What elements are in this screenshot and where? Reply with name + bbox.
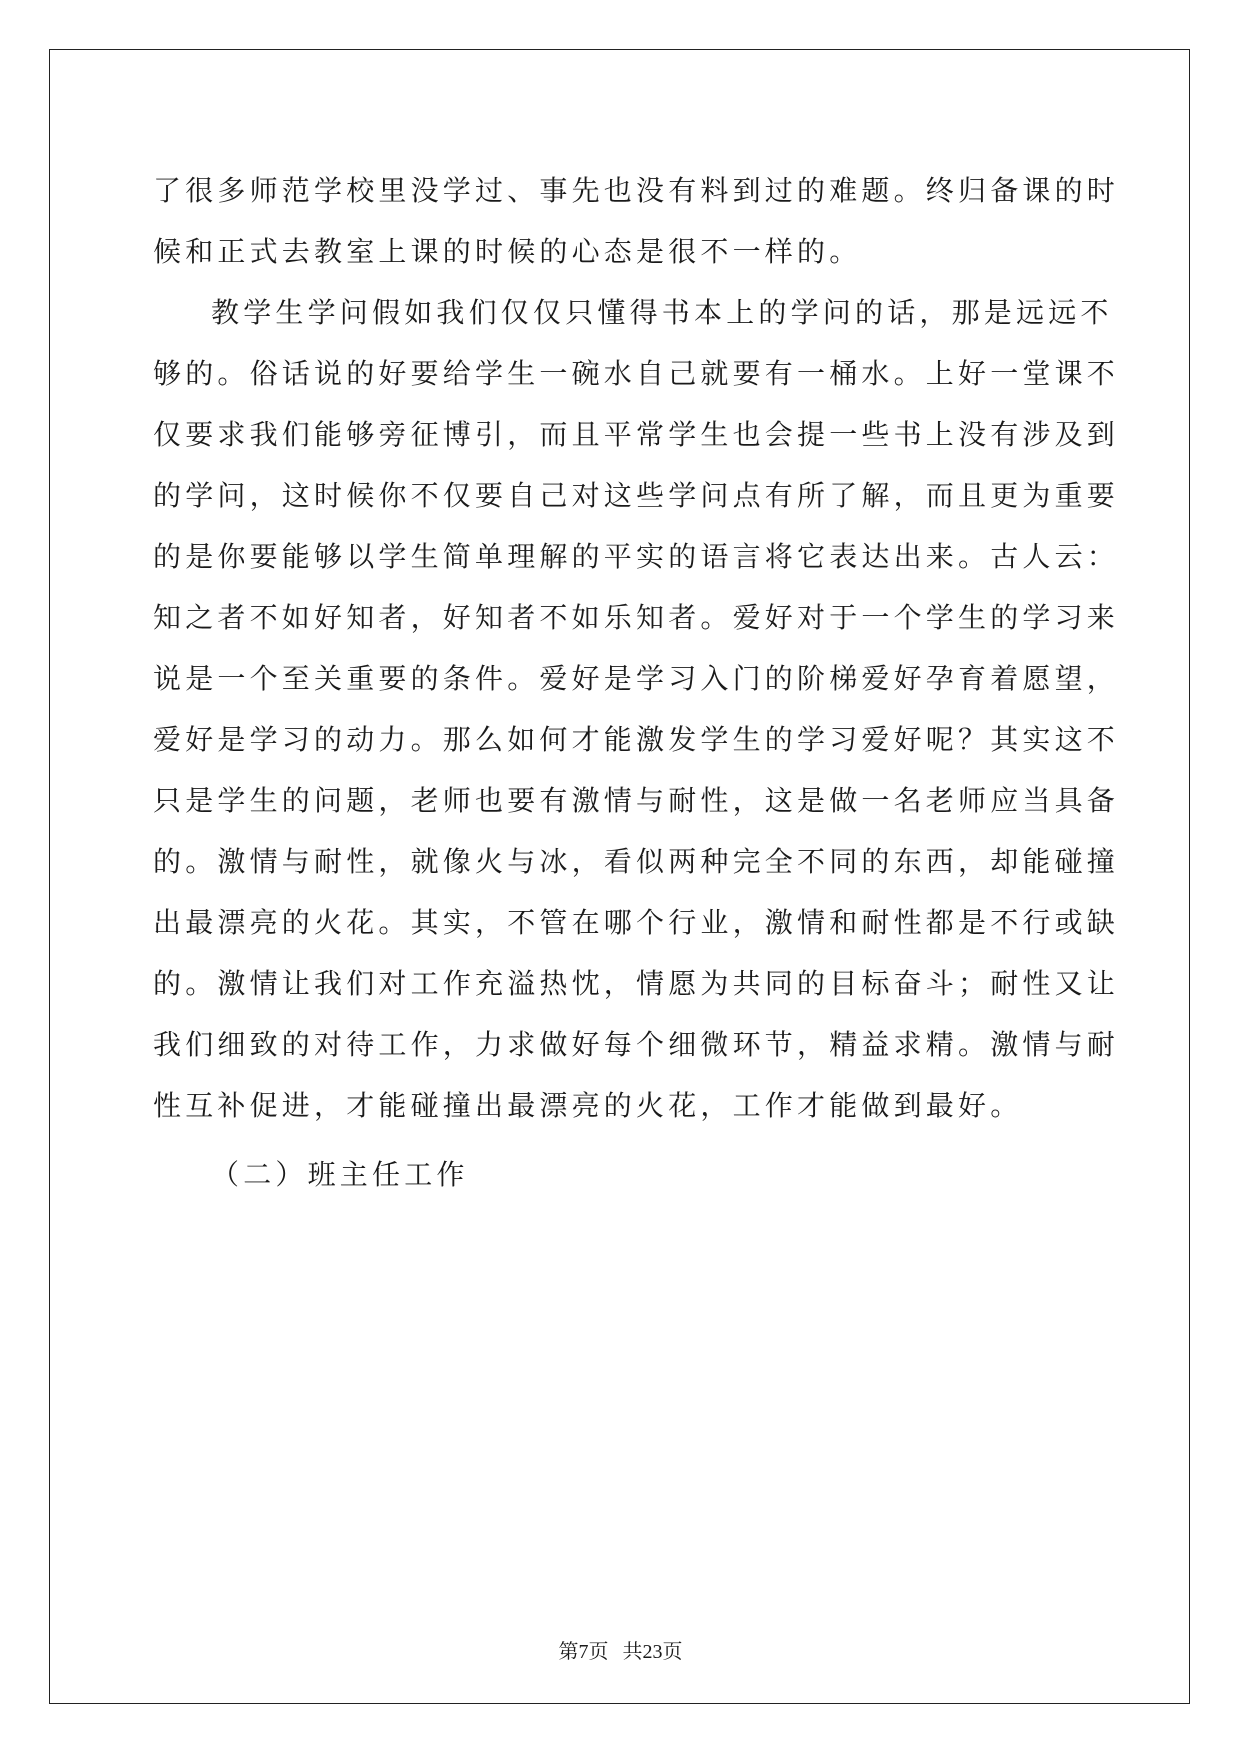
text-line: 仅要求我们能够旁征博引，而且平常学生也会提一些书上没有涉及到: [153, 418, 1120, 451]
text-line: 知之者不如好知者，好知者不如乐知者。爱好对于一个学生的学习来: [153, 601, 1120, 634]
text-line: 的。激情与耐性，就像火与冰，看似两种完全不同的东西，却能碰撞: [153, 845, 1120, 878]
text-line: 的。激情让我们对工作充溢热忱，情愿为共同的目标奋斗；耐性又让: [153, 967, 1120, 1000]
text-line: 了很多师范学校里没学过、事先也没有料到过的难题。终归备课的时: [153, 174, 1120, 207]
text-line: 的学问，这时候你不仅要自己对这些学问点有所了解，而且更为重要: [153, 479, 1120, 512]
text-line: 教学生学问假如我们仅仅只懂得书本上的学问的话，那是远远不: [211, 296, 1113, 329]
page-total: 共23页: [622, 1641, 683, 1663]
section-heading: （二）班主任工作: [211, 1158, 469, 1191]
paragraph-1: [153, 160, 1120, 282]
text-line: 的是你要能够以学生简单理解的平实的语言将它表达出来。古人云：: [153, 540, 1120, 573]
text-line: 候和正式去教室上课的时候的心态是很不一样的。: [153, 235, 862, 268]
page-number: 第7页: [558, 1641, 609, 1663]
page-footer: [0, 1635, 1241, 1664]
paragraph-2: [153, 282, 1120, 1136]
text-line: 出最漂亮的火花。其实，不管在哪个行业，激情和耐性都是不行或缺: [153, 906, 1120, 939]
text-line: 只是学生的问题，老师也要有激情与耐性，这是做一名老师应当具备: [153, 784, 1120, 817]
text-line: 说是一个至关重要的条件。爱好是学习入门的阶梯爱好孕育着愿望，: [153, 662, 1120, 695]
text-line: 够的。俗话说的好要给学生一碗水自己就要有一桶水。上好一堂课不: [153, 357, 1120, 390]
text-line: 爱好是学习的动力。那么如何才能激发学生的学习爱好呢？其实这不: [153, 723, 1120, 756]
text-line: 性互补促进，才能碰撞出最漂亮的火花，工作才能做到最好。: [153, 1089, 1023, 1122]
document-body: [153, 160, 1120, 1205]
text-line: 我们细致的对待工作，力求做好每个细微环节，精益求精。激情与耐: [153, 1028, 1120, 1061]
